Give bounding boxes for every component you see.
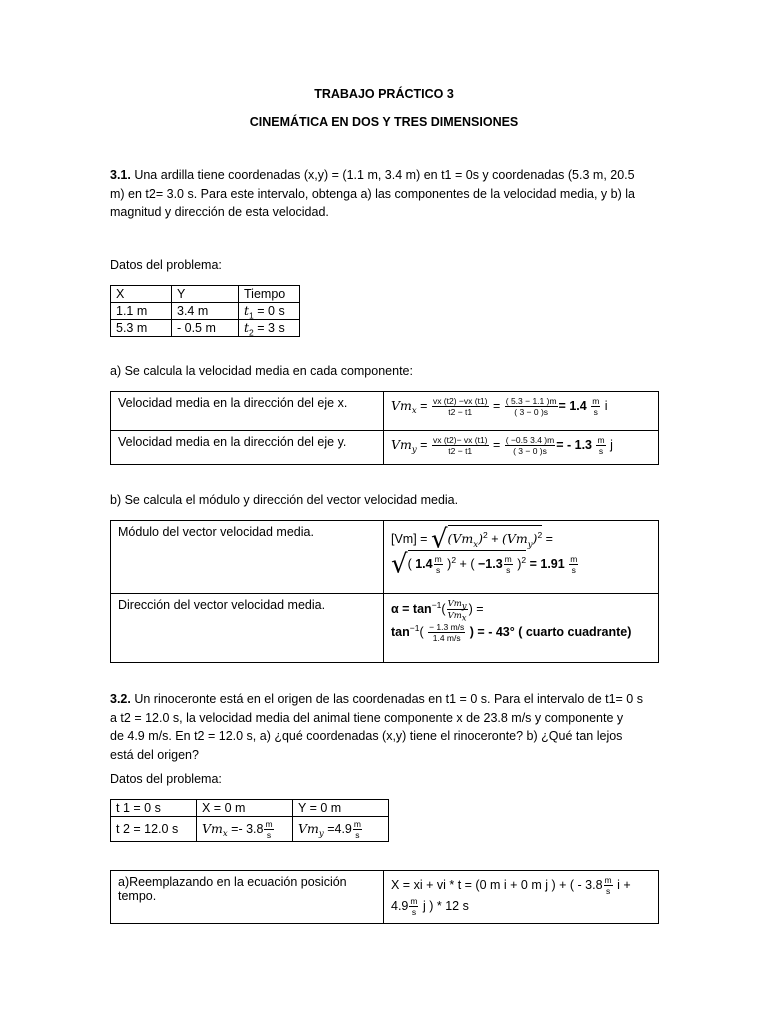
velocity-components-table (110, 391, 659, 465)
table-row: Velocidad media en la dirección del eje y. $Vm_y$ = $\frac{vx (t2)- vx (t1)}{t2 - t1}$ = $\frac{( -0.5 3.4 )m}{( 3 - 0 )s}$ = - 1.3 $\frac{m}{s}$ j (111, 431, 659, 465)
table-row: 5.3 m - 0.5 m $t_2 = 3$ s (111, 320, 300, 337)
problem-3-2-statement: 3.2. Un rinoceronte está en el origen de las coordenadas en t1 = 0 s. Para el intervalo de t1= 0 s a t2 = 12.0 s, la velocidad media del animal tiene componente x de 23.8 m/s y componente y de 4.9 m/s. En t2 = 12.0 s, a) ¿qué coordenadas (x,y) tiene el rinoceronte? b) ¿Qué tan lejos está del origen? (110, 692, 643, 762)
data-table-3-1 (110, 285, 300, 337)
table-row: Velocidad media en la dirección del eje x. $Vm_x$ = $\frac{vx (t2) -vx (t1)}{t2 - t1}$ = $\frac{( 5.3 - 1.1 )m}{( 3 - 0 )s}$ = 1.4 $\frac{m}{s}$ i (111, 392, 659, 431)
document-subtitle: CINEMÁTICA EN DOS Y TRES DIMENSIONES (249, 115, 519, 129)
part-a-label: a) Se calcula la velocidad media en cada componente: (110, 364, 413, 378)
table-header: Tiempo (239, 286, 300, 303)
velocity-magnitude-table (110, 520, 659, 663)
table-row: 1.1 m 3.4 m $t_1 = 0$ s (111, 303, 300, 320)
problem-number: 3.2. (110, 692, 131, 706)
position-table (110, 870, 659, 924)
table-row: Módulo del vector velocidad media. $[Vm] = √(Vm_x)^2 + (Vm_y)^2$ = √( 1.4 $\frac{m}{s}$ )$^2$ + ( −1.3 $\frac{m}{s}$ )$^2$ = 1.91 $\frac{m}{s}$ (111, 521, 659, 594)
table-row: t 1 = 0 s X = 0 m Y = 0 m (111, 800, 389, 817)
document-title: TRABAJO PRÁCTICO 3 (314, 87, 454, 101)
problem-number: 3.1. (110, 168, 131, 182)
data-label: Datos del problema: (110, 258, 222, 272)
table-header: X (111, 286, 172, 303)
problem-3-1-statement: 3.1. Una ardilla tiene coordenadas (x,y) = (1.1 m, 3.4 m) en t1 = 0s y coordenadas (5.3 m, 20.5 m) en t2= 3.0 s. Para este intervalo, obtenga a) las componentes de la velocidad media, y b) la magnitud y dirección de esta velocidad. (110, 168, 635, 219)
table-row: a)Reemplazando en la ecuación posición tempo. X = xi + vi * t = (0 m i + 0 m j ) + ( - 3.8 $\frac{m}{s}$ i + 4.9 $\frac{m}{s}$ j ) * 12 s (111, 871, 659, 924)
table-row: Dirección del vector velocidad media. $\alpha = \tan^{-1}$( $\frac{Vm_y}{Vm_x}$ ) = $\tan^{-1}$( $\frac{- 1.3 m/s}{1.4 m/s}$ ) = - 43° ( cuarto cuadrante) (111, 594, 659, 663)
table-row: t 2 = 12.0 s $Vm_x =- 3.8$ $\frac{m}{s}$ $Vm_y =4.9$ $\frac{m}{s}$ (111, 817, 389, 842)
part-b-label: b) Se calcula el módulo y dirección del vector velocidad media. (110, 493, 459, 507)
data-table-3-2 (110, 799, 389, 842)
data-label: Datos del problema: (110, 772, 222, 786)
table-header: Y (172, 286, 239, 303)
